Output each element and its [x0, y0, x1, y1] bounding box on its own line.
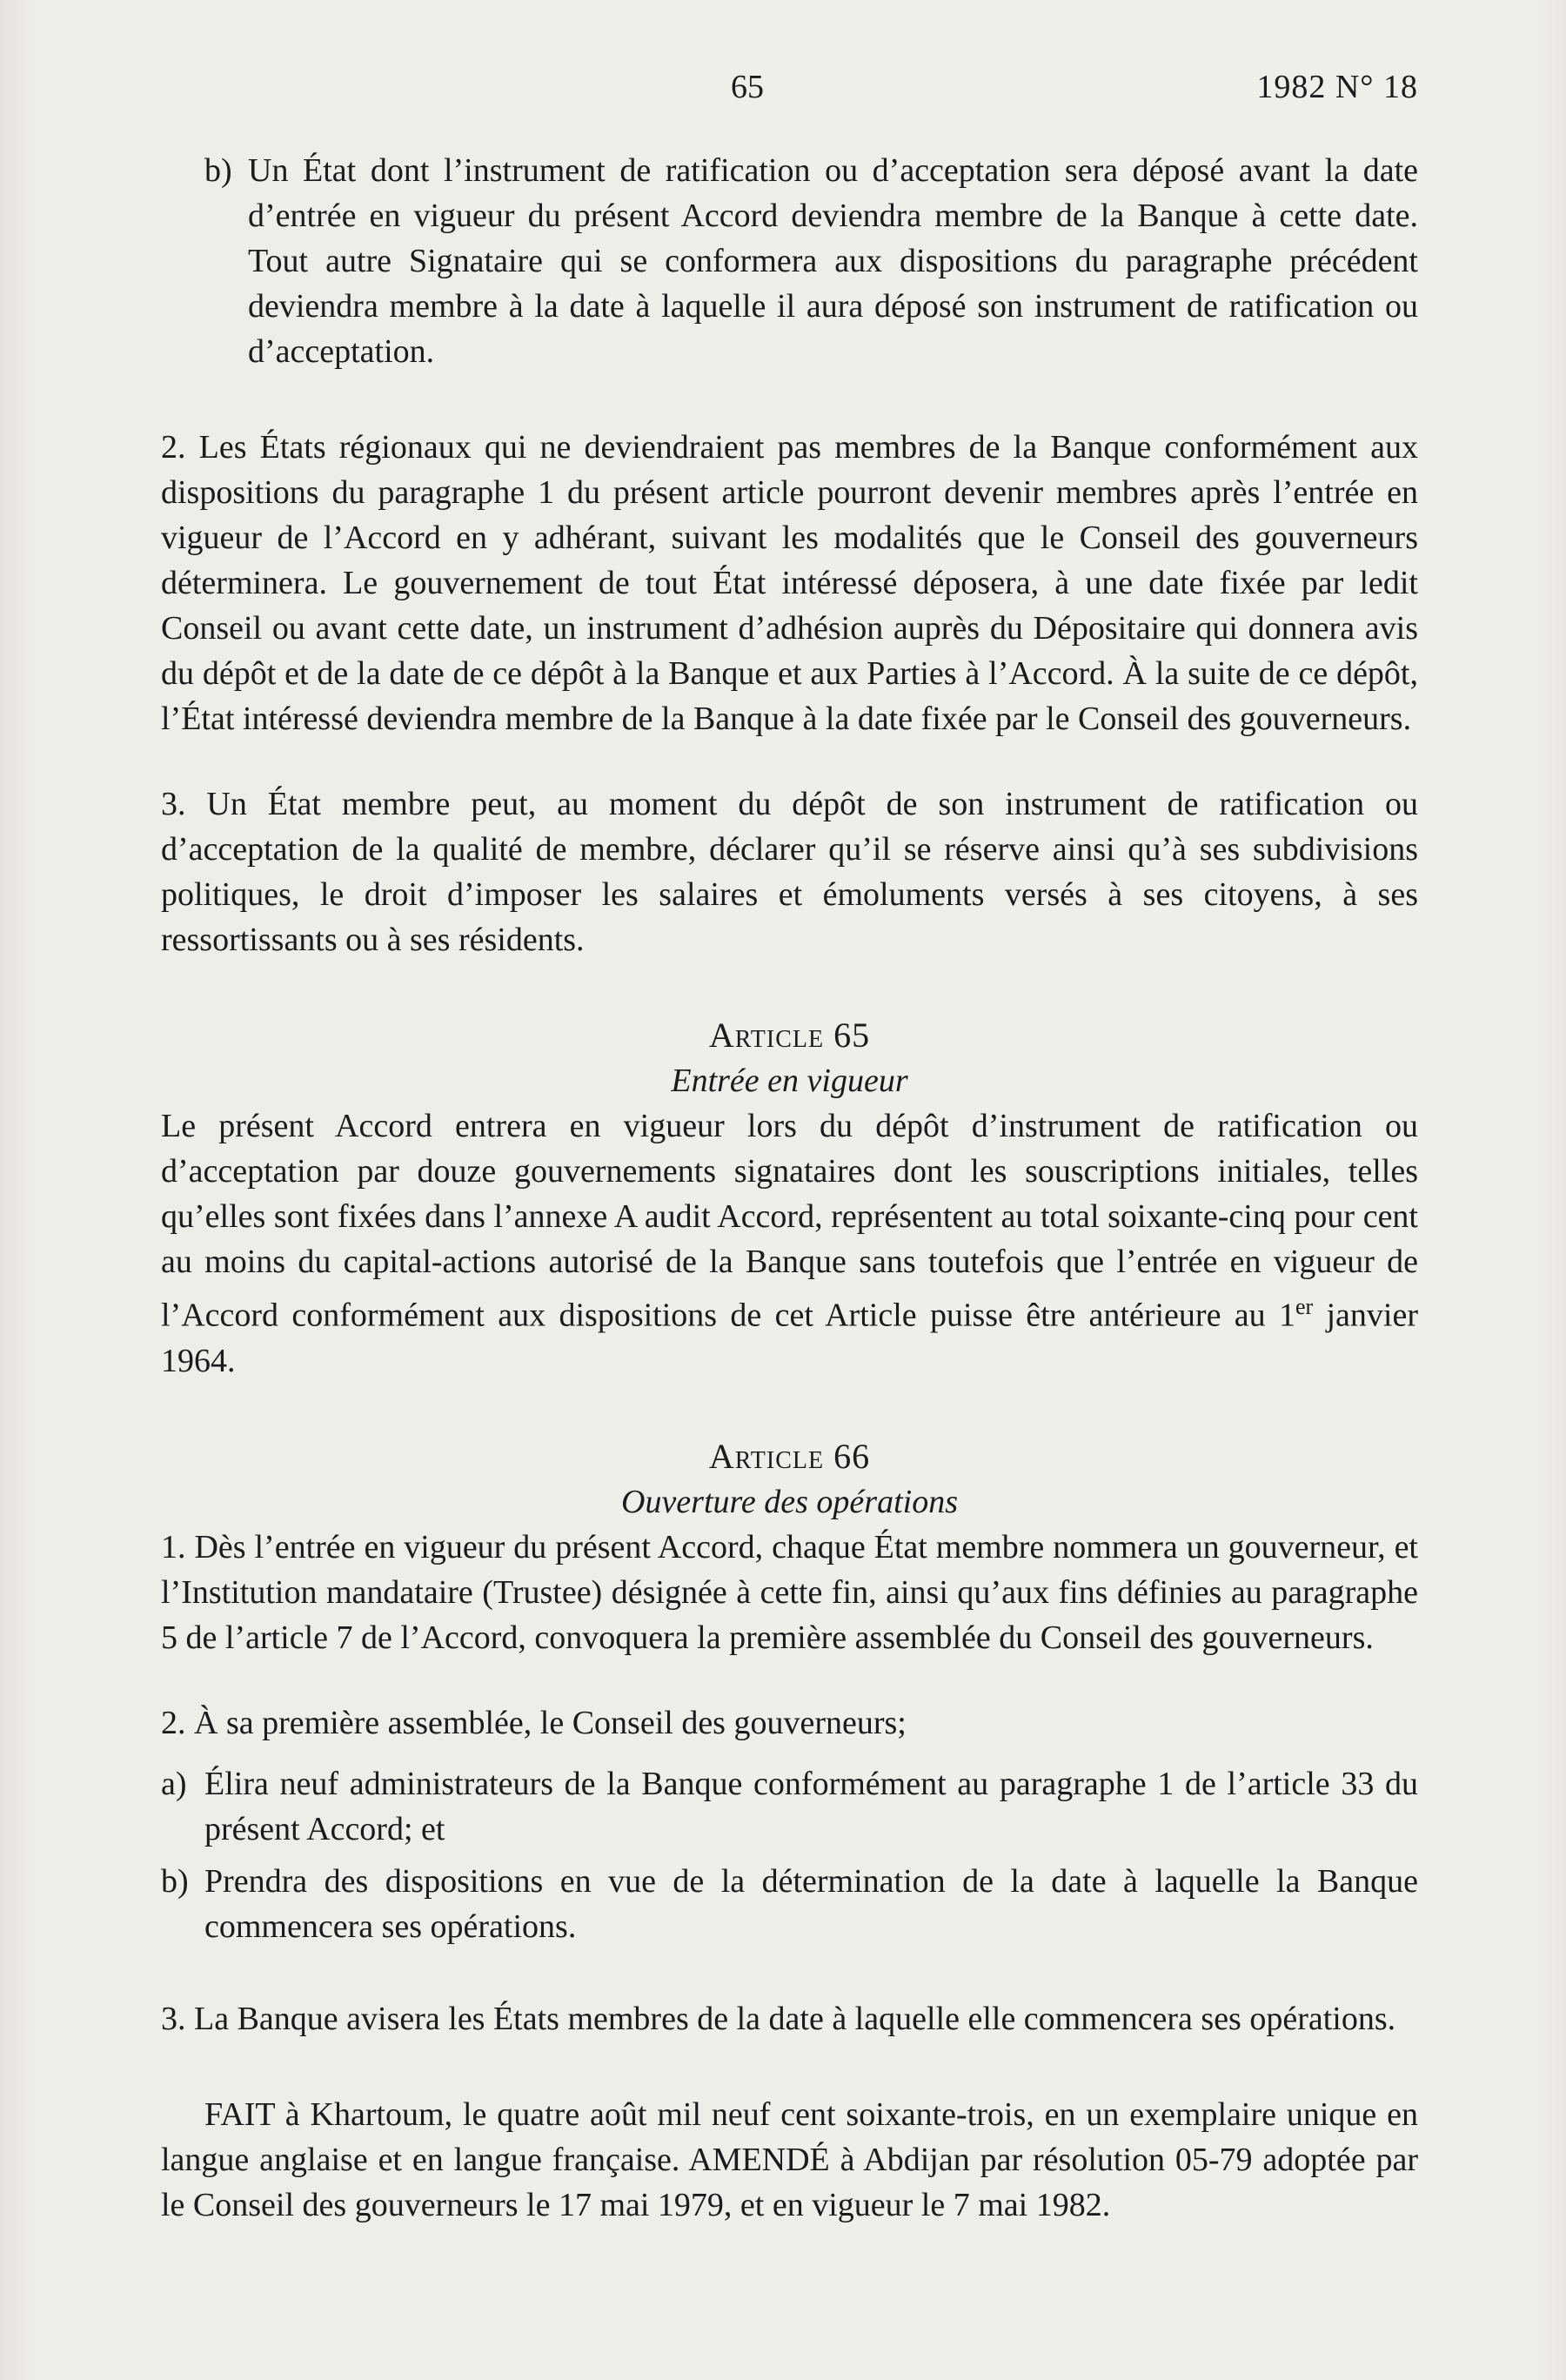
article-65-heading: Article 65 — [708, 1016, 871, 1055]
item-label: b) — [204, 152, 232, 189]
paragraph-2: 2. Les États régionaux qui ne deviendraient pas membres de la Banque conformément aux dispositions du paragraphe 1 du présent article pourront devenir membres après l’entrée en vigueur de l’Accord en y adhérant, suivant les modalités que le Conseil des gouverneurs déterminera. Le gouvernement de tout État intéressé déposera, à une date fixée par ledit Conseil ou avant cette date, un instrument d’adhésion auprès du Dépositaire qui donnera avis du dépôt et de la date de ce dépôt à la Banque et aux Parties à l’Accord. À la suite de ce dépôt, l’État intéressé deviendra membre de la Banque à la date fixée par le Conseil des gouverneurs. — [161, 429, 1418, 737]
article-66-heading: Article 66 — [708, 1436, 871, 1476]
item-text: Prendra des dispositions en vue de la détermination de la date à laquelle la Banque commencera ses opérations. — [204, 1862, 1418, 1945]
closing-paragraph: FAIT à Khartoum, le quatre août mil neuf cent soixante-trois, en un exemplaire unique en langue anglaise et en langue française. AMENDÉ à Abdijan par résolution 05-79 adoptée par le Conseil des gouverneurs le 17 mai 1979, et en vigueur le 7 mai 1982. — [161, 2095, 1418, 2223]
page-content — [161, 52, 1418, 2228]
article-66-sub-items — [161, 1761, 1418, 1949]
page-number: 65 — [731, 69, 764, 105]
article-66-paragraph-3: 3. La Banque avisera les États membres de la date à laquelle elle commencera ses opérations. — [161, 2000, 1396, 2037]
article-65-text — [161, 1103, 1418, 1384]
item-label: a) — [161, 1765, 187, 1802]
article-65-title: Entrée en vigueur — [671, 1063, 908, 1099]
article-66-title: Ouverture des opérations — [621, 1483, 958, 1520]
list-item-b — [204, 148, 1418, 374]
item-label: b) — [161, 1862, 189, 1900]
list-item-a — [161, 1761, 1418, 1852]
article-66-paragraph-2: 2. À sa première assemblée, le Conseil des gouverneurs; — [161, 1704, 907, 1741]
article-65-sup: er — [1295, 1294, 1314, 1319]
article-65-text-main: Le présent Accord entrera en vigueur lors du dépôt d’instrument de ratification ou d’acceptation par douze gouvernements signataires dont les souscriptions initiales, telles qu’elles sont fixées dans l’annexe A audit Accord, représentent au total soixante-cinq pour cent au moins du capital-actions autorisé de la Banque sans toutefois que l’entrée en vigueur de l’Accord conformément aux dispositions de cet Article puisse être antérieure au 1 — [161, 1108, 1418, 1334]
list-item-b — [161, 1859, 1418, 1949]
paragraph-3: 3. Un État membre peut, au moment du dépôt de son instrument de ratification ou d’acceptation de la qualité de membre, déclarer qu’il se réserve ainsi qu’à ses subdivisions politiques, le droit d’imposer les salaires et émoluments versés à ses citoyens, à ses ressortissants ou à ses résidents. — [161, 786, 1418, 958]
item-text: Un État dont l’instrument de ratification ou d’acceptation sera déposé avant la date d’entrée en vigueur du présent Accord deviendra membre de la Banque à cette date. Tout autre Signataire qui se conformera aux dispositions du paragraphe précédent deviendra membre à la date à laquelle il aura déposé son instrument de ratification ou d’acceptation. — [248, 152, 1418, 370]
year-reference: 1982 N° 18 — [1256, 69, 1418, 105]
item-text: Élira neuf administrateurs de la Banque conformément au paragraphe 1 de l’article 33 du présent Accord; et — [204, 1765, 1418, 1847]
page-header — [161, 52, 1418, 113]
article-65-text-end: janvier 1964. — [161, 1297, 1418, 1379]
article-66-paragraph-1: 1. Dès l’entrée en vigueur du présent Accord, chaque État membre nommera un gouverneur, et l’Institution mandataire (Trustee) désignée à cette fin, ainsi qu’aux fins définies au paragraphe 5 de l’article 7 de l’Accord, convoquera la première assemblée du Conseil des gouverneurs. — [161, 1528, 1418, 1656]
